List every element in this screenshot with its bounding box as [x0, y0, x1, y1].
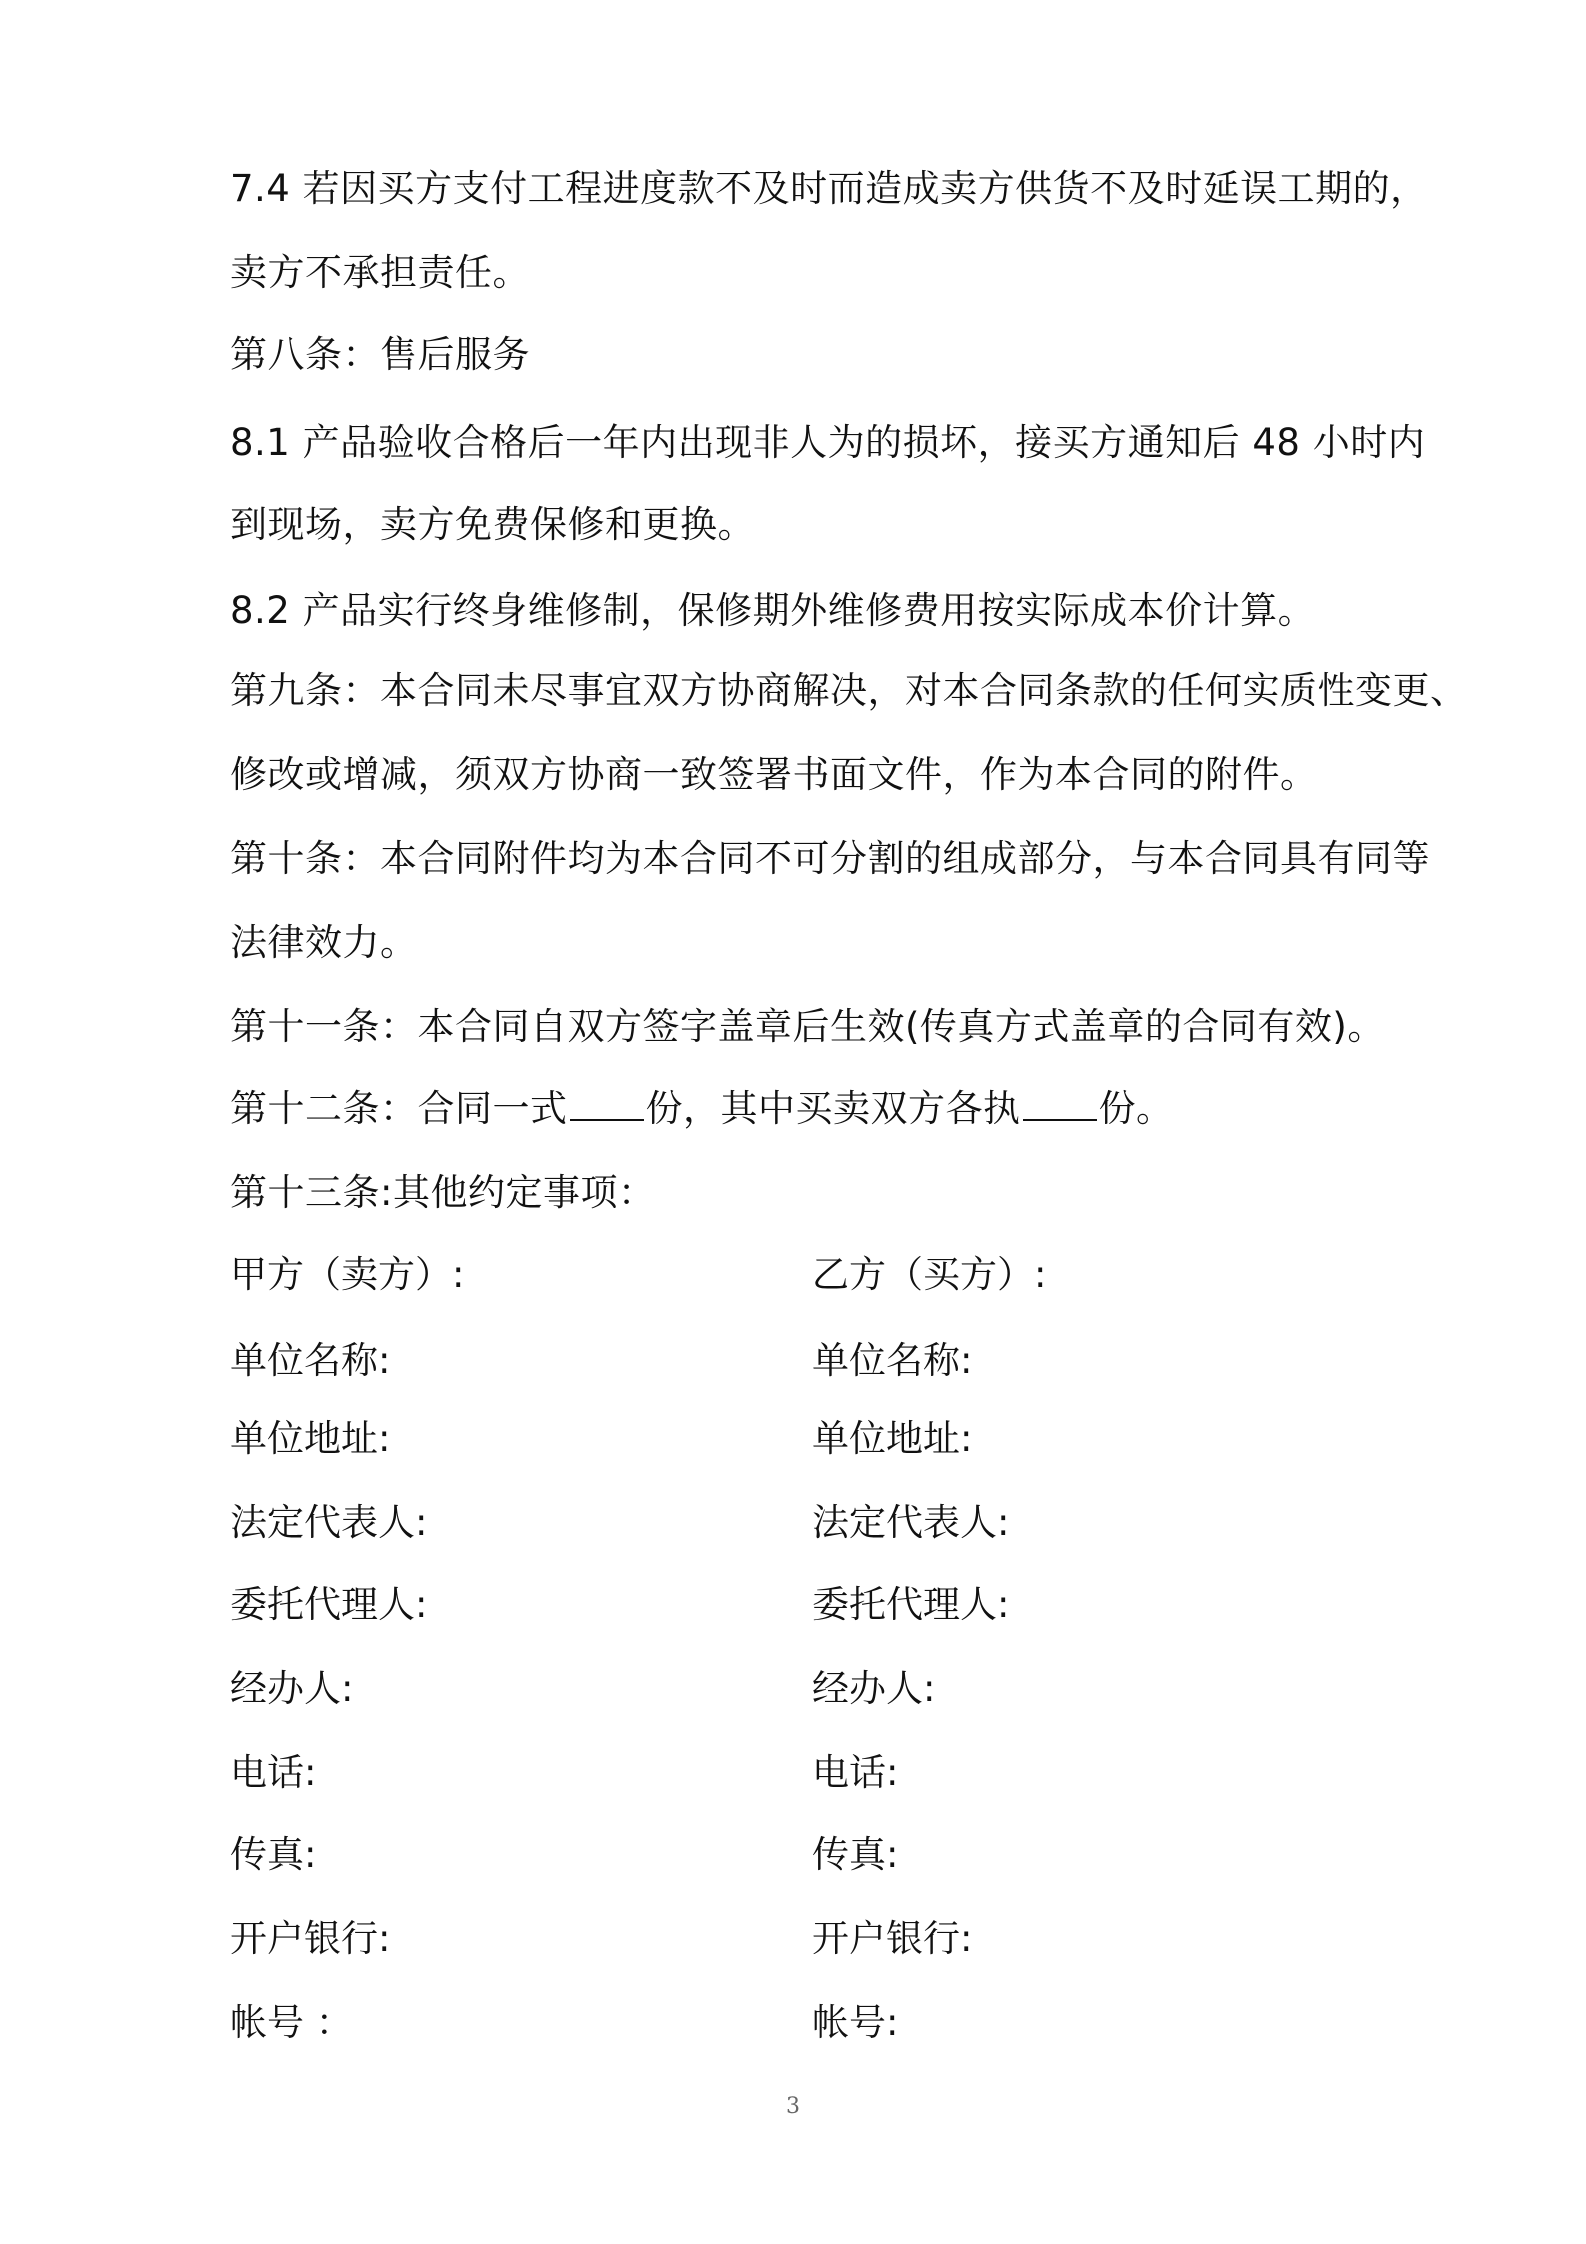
clause-8-1-line-2: 到现场，卖方免费保修和更换。 — [230, 503, 755, 546]
clause-8-1-line-1: 8.1 产品验收合格后一年内出现非人为的损坏，接买方通知后 48 小时内 — [230, 421, 1426, 464]
party-b-account: 帐号: — [812, 2001, 899, 2044]
clause-7-4-line-1: 7.4 若因买方支付工程进度款不及时而造成卖方供货不及时延误工期的， — [230, 167, 1428, 210]
article-12 — [230, 1084, 1174, 1134]
party-b-heading: 乙方（买方）: — [812, 1253, 1047, 1296]
party-a-bank: 开户银行: — [230, 1917, 391, 1960]
party-b-legal-rep: 法定代表人: — [812, 1501, 1010, 1544]
party-b-bank: 开户银行: — [812, 1917, 973, 1960]
party-a-agent: 委托代理人: — [230, 1583, 428, 1626]
article-9-line-2: 修改或增减，须双方协商一致签署书面文件，作为本合同的附件。 — [230, 753, 1318, 796]
page-number: 3 — [786, 2094, 800, 2119]
party-b-phone: 电话: — [812, 1751, 899, 1794]
article-10-line-1: 第十条：本合同附件均为本合同不可分割的组成部分，与本合同具有同等 — [230, 837, 1430, 880]
copies-total-blank — [570, 1087, 644, 1121]
article-12-part-1: 第十二条：合同一式 — [230, 1087, 568, 1130]
party-a-account: 帐号 ： — [230, 2001, 353, 2044]
article-8-heading: 第八条：售后服务 — [230, 333, 530, 376]
party-a-heading: 甲方（卖方）: — [230, 1253, 465, 1296]
article-12-part-2: 份，其中买卖双方各执 — [645, 1087, 1021, 1130]
copies-each-blank — [1023, 1087, 1097, 1121]
article-10-line-2: 法律效力。 — [230, 921, 418, 964]
party-a-phone: 电话: — [230, 1751, 317, 1794]
clause-8-2: 8.2 产品实行终身维修制，保修期外维修费用按实际成本价计算。 — [230, 589, 1316, 632]
article-9-line-1: 第九条：本合同未尽事宜双方协商解决，对本合同条款的任何实质性变更、 — [230, 669, 1468, 712]
party-b-fax: 传真: — [812, 1833, 899, 1876]
party-b-handler: 经办人: — [812, 1667, 936, 1710]
party-a-unit-address: 单位地址: — [230, 1417, 391, 1460]
party-a-legal-rep: 法定代表人: — [230, 1501, 428, 1544]
party-a-unit-name: 单位名称: — [230, 1339, 391, 1382]
clause-7-4-line-2: 卖方不承担责任。 — [230, 251, 530, 294]
article-13: 第十三条:其他约定事项： — [230, 1171, 656, 1214]
party-b-agent: 委托代理人: — [812, 1583, 1010, 1626]
article-12-part-3: 份。 — [1098, 1087, 1174, 1130]
article-11: 第十一条：本合同自双方签字盖章后生效(传真方式盖章的合同有效)。 — [230, 1005, 1385, 1048]
party-a-fax: 传真: — [230, 1833, 317, 1876]
party-a-handler: 经办人: — [230, 1667, 354, 1710]
party-b-unit-address: 单位地址: — [812, 1417, 973, 1460]
party-b-unit-name: 单位名称: — [812, 1339, 973, 1382]
